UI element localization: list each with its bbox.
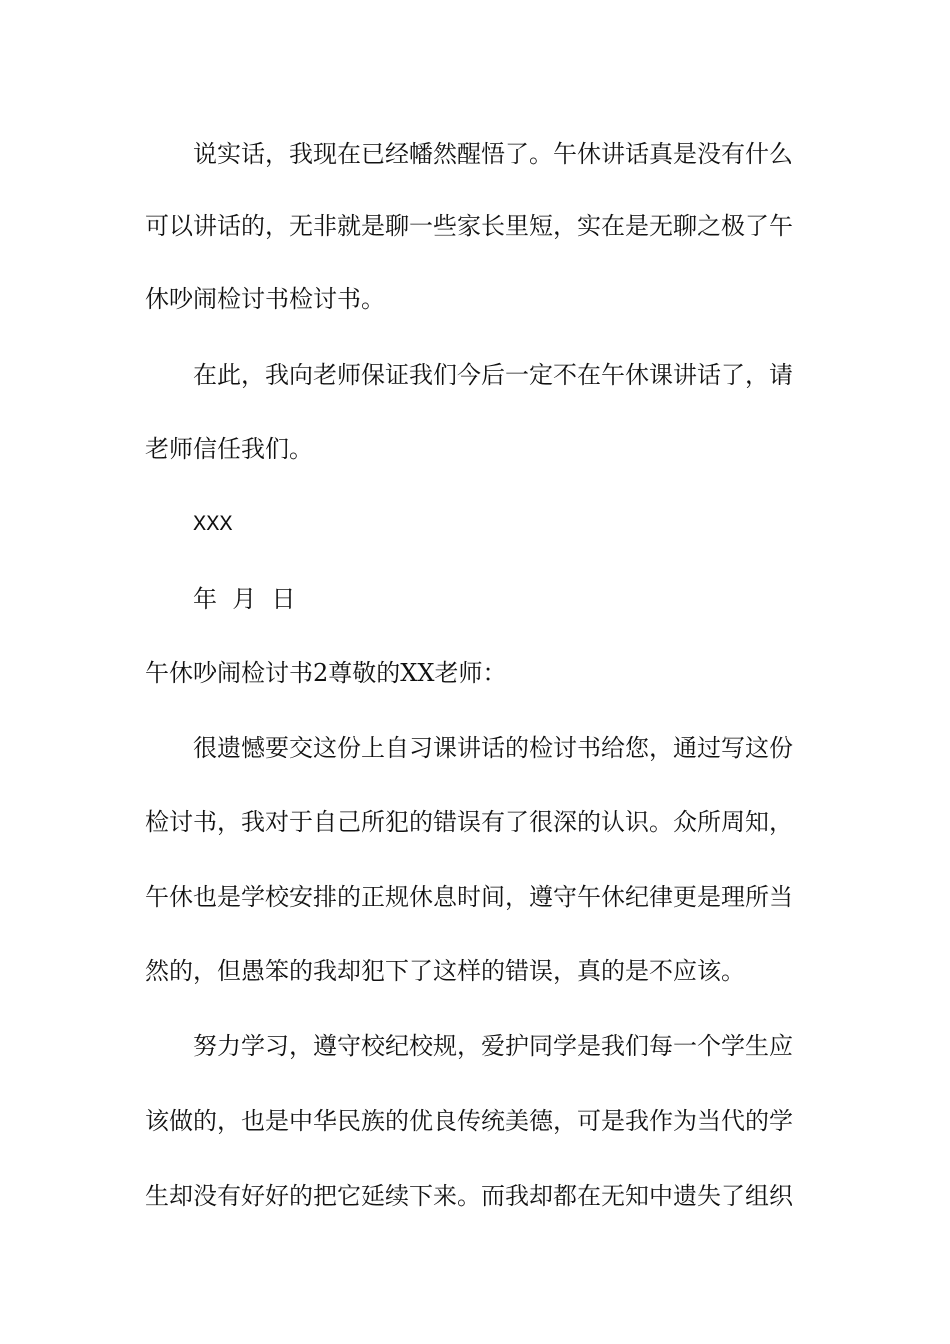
paragraph-3-line-2: 检讨书，我对于自己所犯的错误有了很深的认识。众所周知， [145, 808, 793, 836]
paragraph-4-line-3: 生却没有好好的把它延续下来。而我却都在无知中遗失了组织 [145, 1182, 793, 1210]
paragraph-2-line-1: 在此，我向老师保证我们今后一定不在午休课讲话了，请 [193, 361, 793, 389]
paragraph-1-line-2: 可以讲话的，无非就是聊一些家长里短，实在是无聊之极了午 [145, 212, 793, 240]
paragraph-3-line-3: 午休也是学校安排的正规休息时间，遵守午休纪律更是理所当 [145, 883, 793, 911]
paragraph-2-line-2: 老师信任我们。 [145, 435, 313, 463]
paragraph-3-line-1: 很遗憾要交这份上自习课讲话的检讨书给您，通过写这份 [193, 734, 793, 762]
paragraph-1-line-1: 说实话，我现在已经幡然醒悟了。午休讲话真是没有什么 [193, 140, 793, 168]
paragraph-4-line-1: 努力学习，遵守校纪校规，爱护同学是我们每一个学生应 [193, 1032, 793, 1060]
section-heading: 午休吵闹检讨书2尊敬的XX老师： [145, 659, 507, 687]
paragraph-1-line-3: 休吵闹检讨书检讨书。 [145, 285, 385, 313]
paragraph-4-line-2: 该做的，也是中华民族的优良传统美德，可是我作为当代的学 [145, 1107, 793, 1135]
paragraph-3-line-4: 然的，但愚笨的我却犯下了这样的错误，真的是不应该。 [145, 957, 745, 985]
signature-date: 年 月 日 [193, 585, 296, 613]
signature-name: XXX [193, 512, 233, 537]
